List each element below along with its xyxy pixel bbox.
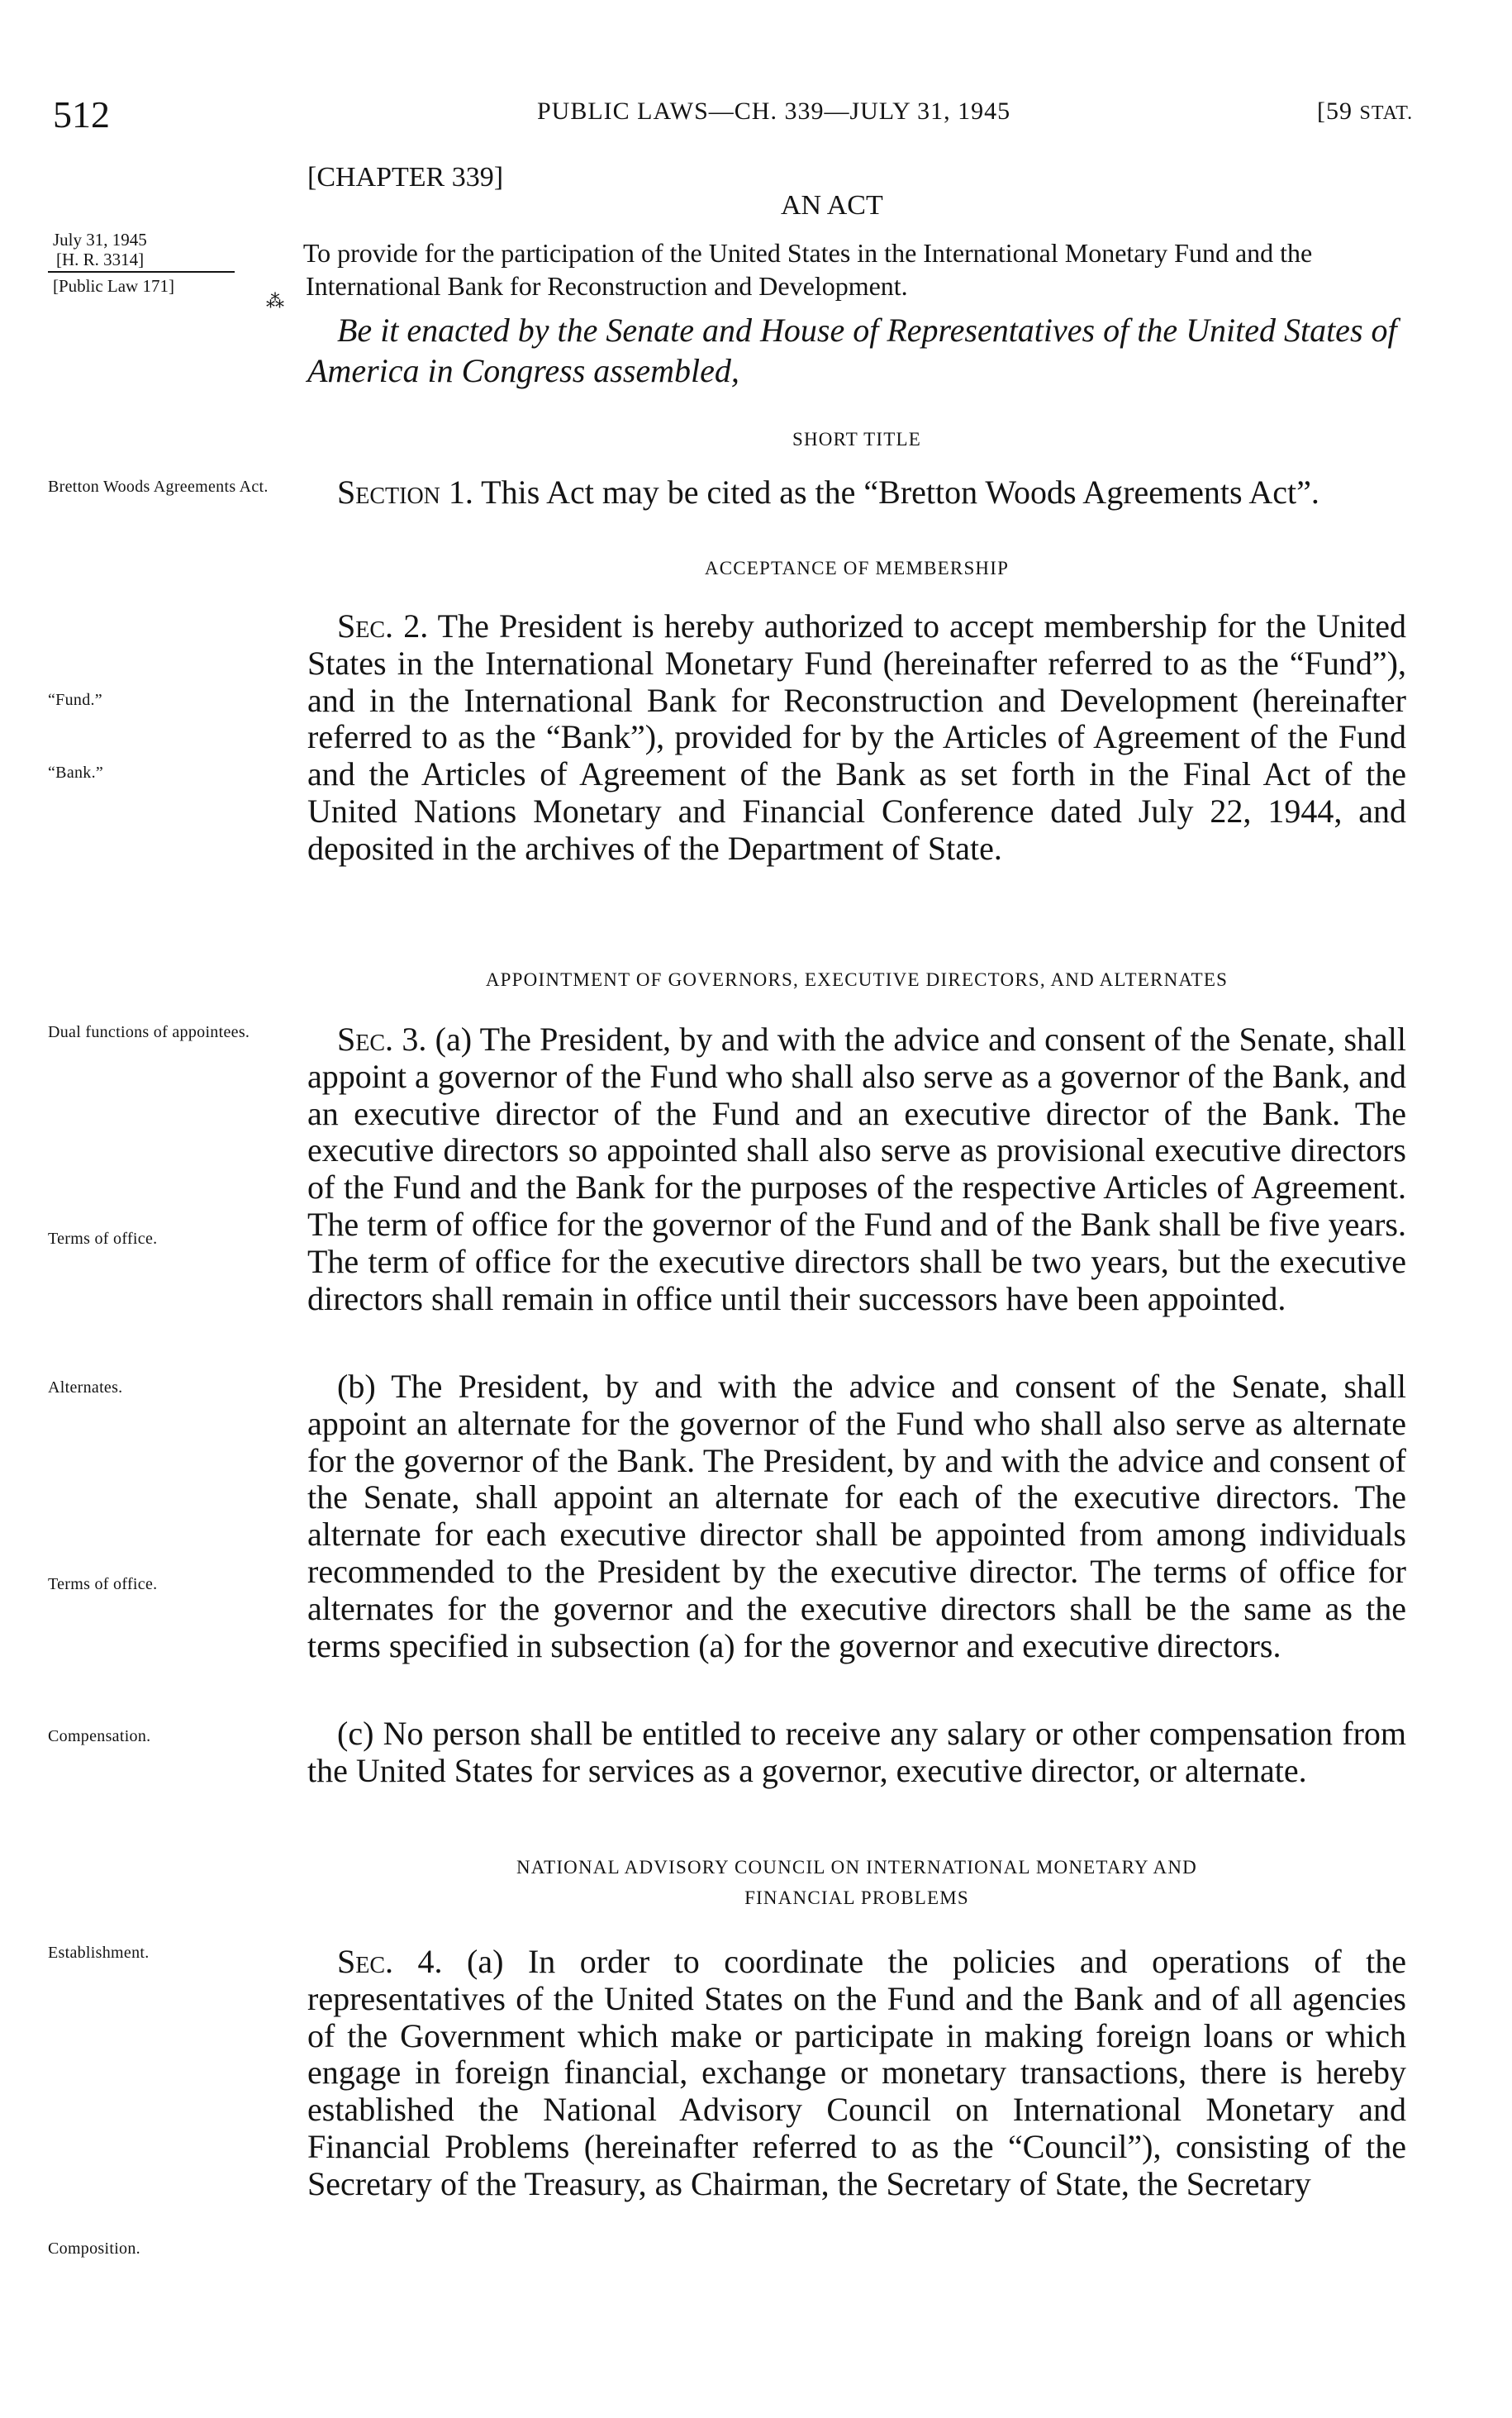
margin-underline — [48, 269, 235, 273]
section-3-label: Sec. 3. — [337, 1021, 427, 1058]
section-1-label: Section 1. — [337, 474, 473, 511]
margin-note-composition: Composition. — [48, 2240, 140, 2258]
margin-note-terms-1: Terms of office. — [48, 1230, 158, 1248]
act-title: AN ACT — [781, 190, 883, 221]
section-4a-text: (a) In order to coordinate the policies and operations of the representatives of the United States on the Fund and the Bank and of all agencies of the Government which make or participate in making foreign loans or which engage in foreign financial, exchange or monetary transactions, there is hereby established the National Advisory Council on International Monetary and Financial Problems (hereinafter referred to as the “Council”), consisting of the Secretary of the Treasury, as Chairman, the Secretary of State, the Secretary — [307, 1943, 1407, 2202]
margin-date-block — [48, 230, 271, 296]
heading-council-line-1: NATIONAL ADVISORY COUNCIL ON INTERNATIONAL MONETARY AND — [516, 1857, 1197, 1878]
margin-date: July 31, 1945 — [53, 230, 147, 250]
margin-note-terms-2: Terms of office. — [48, 1575, 158, 1593]
chapter-label: [CHAPTER 339] — [307, 162, 504, 193]
section-2-label: Sec. 2. — [337, 607, 429, 645]
margin-mark: ⁂ — [266, 291, 284, 312]
act-purpose: To provide for the participation of the United States in the International Monetary Fund and the International Bank for Reconstruction and Development. — [302, 238, 1313, 301]
section-3c: (c) No person shall be entitled to receive any salary or other compensation from the United States for services as a governor, executive director, or alternate. — [307, 1715, 1406, 1789]
margin-note-compensation: Compensation. — [48, 1727, 151, 1745]
heading-short-title: SHORT TITLE — [792, 429, 921, 450]
heading-appointment: APPOINTMENT OF GOVERNORS, EXECUTIVE DIRECTORS, AND ALTERNATES — [485, 969, 1229, 990]
volume-suffix: STAT. — [1359, 102, 1414, 124]
margin-public-law: [Public Law 171] — [53, 276, 174, 297]
margin-bill: [H. R. 3314] — [56, 250, 145, 270]
page-number: 512 — [53, 93, 110, 136]
section-1-text: This Act may be cited as the “Bretton Woods Agreements Act”. — [473, 474, 1319, 511]
volume-reference — [1317, 98, 1413, 126]
margin-note-dual: Dual functions of appointees. — [48, 1023, 250, 1041]
volume-prefix: [59 — [1317, 98, 1353, 125]
margin-note-alternates: Alternates. — [48, 1378, 123, 1397]
margin-note-bank: “Bank.” — [48, 764, 104, 782]
margin-note-establishment: Establishment. — [48, 1944, 150, 1962]
heading-council — [307, 1853, 1406, 1914]
margin-note-fund: “Fund.” — [48, 691, 102, 709]
section-1 — [307, 474, 1406, 512]
heading-membership: ACCEPTANCE OF MEMBERSHIP — [704, 558, 1010, 578]
enacting-clause: Be it enacted by the Senate and House of Representatives of the United States of America in Congress assembled, — [307, 312, 1397, 389]
running-head: PUBLIC LAWS—CH. 339—JULY 31, 1945 — [537, 98, 1011, 125]
section-4a — [307, 1944, 1406, 2203]
section-3a — [307, 1021, 1406, 1317]
section-3b: (b) The President, by and with the advice and consent of the Senate, shall appoint an alternate for the governor of the Fund who shall also serve as alternate for the governor of the Bank. The President, by and with the advice and consent of the Senate, shall appoint an alternate for each of the executive directors. The alternate for each executive director shall be appointed from among individuals recommended to the President by the executive director. The terms of office for alternates for the governor and the executive directors shall be the same as the terms specified in subsection (a) for the governor and executive directors. — [307, 1368, 1406, 1664]
section-2-text: The President is hereby authorized to accept membership for the United States in the International Monetary Fund (hereinafter referred to as the “Fund”), and in the International Bank for Reconstruction and Development (hereinafter referred to as the “Bank”), provided for by the Articles of Agreement of the Fund and the Articles of Agreement of the Bank as set forth in the Final Act of the United Nations Monetary and Financial Conference dated July 22, 1944, and deposited in the archives of the Department of State. — [307, 607, 1407, 867]
section-3a-text: (a) The President, by and with the advice and consent of the Senate, shall appoint a governor of the Fund who shall also serve as a governor of the Bank, and an executive director of the Fund and an executive director of the Bank. The executive directors so appointed shall also serve as provisional executive directors of the Fund and the Bank for the purposes of the respective Articles of Agreement. The term of office for the governor of the Fund and of the Bank shall be five years. The term of office for the executive directors shall be two years, but the executive directors shall remain in office until their successors have been appointed. — [307, 1021, 1406, 1317]
margin-note-bretton: Bretton Woods Agreements Act. — [48, 478, 269, 496]
section-4-label: Sec. 4. — [337, 1943, 443, 1980]
section-2 — [307, 608, 1406, 868]
heading-council-line-2: FINANCIAL PROBLEMS — [744, 1887, 969, 1908]
